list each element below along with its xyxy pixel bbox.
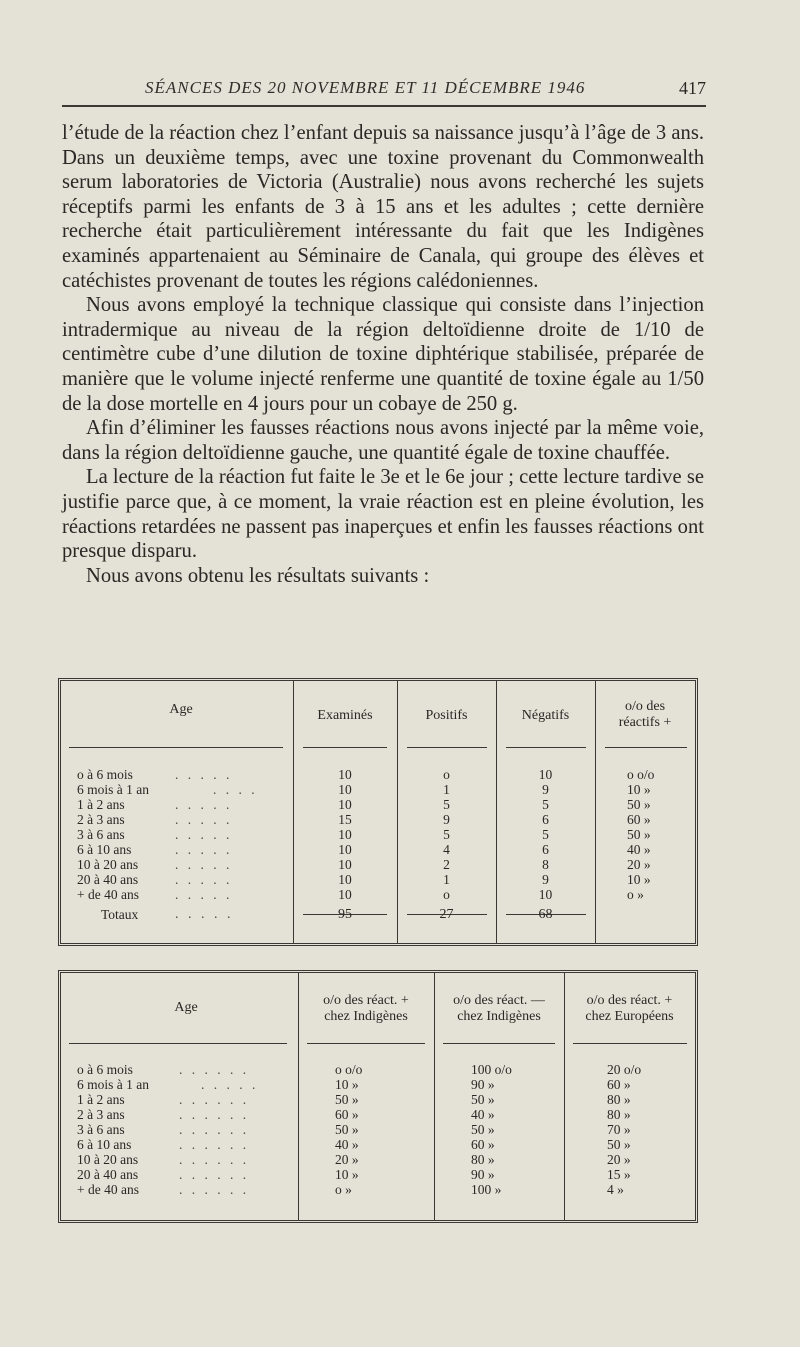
header-rule	[506, 747, 586, 748]
leader-dots: . . . . . .	[179, 1122, 250, 1137]
examined-cell: 10	[338, 767, 352, 782]
negative-cell: 5	[542, 827, 549, 842]
age-cell: 3 à 6 ans	[77, 827, 125, 842]
paragraph: La lecture de la réaction fut faite le 3e et le 6e jour ; cette lecture tardive se justifie parce que, à ce moment, la vraie réaction est en pleine évolution, les réactions retardées ne passent pas inaperçues et enfin les fausses réactions ont presque disparu.	[62, 466, 704, 563]
age-cell: 20 à 40 ans	[77, 1167, 139, 1182]
negative-total: 68	[538, 907, 553, 922]
positive-total: 27	[439, 907, 454, 922]
header-rule	[307, 1043, 425, 1044]
percent-cell: 50 »	[627, 797, 651, 812]
leader-dots: . . . . .	[175, 872, 233, 887]
pos-indigenous-cell: o o/o	[335, 1062, 363, 1077]
positive-cell: 1	[443, 872, 450, 887]
column-header-pos-european-line1: o/o des réact. +	[586, 993, 673, 1008]
column-header-age: Age	[174, 1000, 198, 1015]
column-header-examined: Examinés	[317, 708, 373, 723]
age-cell: o à 6 mois	[77, 1062, 133, 1077]
pos-indigenous-cell: 10 »	[335, 1167, 359, 1182]
age-cell: 1 à 2 ans	[77, 1092, 125, 1107]
examined-cell: 10	[338, 797, 352, 812]
percent-cell: 40 »	[627, 842, 651, 857]
header-rule	[69, 747, 283, 748]
neg-indigenous-cell: 80 »	[471, 1152, 495, 1167]
header-rule	[573, 1043, 687, 1044]
header-rule	[69, 1043, 287, 1044]
column-header-pos-indigenous-line2: chez Indigènes	[324, 1009, 408, 1024]
neg-indigenous-cell: 60 »	[471, 1137, 495, 1152]
totals-label: Totaux	[101, 907, 139, 922]
examined-cell: 10	[338, 827, 352, 842]
age-cell: 6 mois à 1 an	[77, 782, 149, 797]
leader-dots: . . . . .	[175, 812, 233, 827]
header-rule	[605, 747, 687, 748]
column-header-percent-line1: o/o des	[624, 699, 666, 714]
pos-european-cell: 50 »	[607, 1137, 631, 1152]
leader-dots: . . . . . .	[179, 1092, 250, 1107]
negative-cell: 10	[538, 887, 553, 902]
negative-cell: 10	[538, 767, 553, 782]
examined-cell: 10	[338, 782, 352, 797]
positive-cell: 1	[443, 782, 450, 797]
positive-cell: 4	[443, 842, 450, 857]
age-cell: 1 à 2 ans	[77, 797, 125, 812]
age-cell: + de 40 ans	[77, 887, 139, 902]
neg-indigenous-cell: 90 »	[471, 1077, 495, 1092]
negative-cell: 5	[542, 797, 549, 812]
column-header-positive: Positifs	[425, 708, 468, 723]
pos-indigenous-cell: 50 »	[335, 1092, 359, 1107]
pos-indigenous-cell: o »	[335, 1182, 352, 1197]
negative-cell: 8	[542, 857, 549, 872]
percent-cell: 20 »	[627, 857, 651, 872]
age-cell: 3 à 6 ans	[77, 1122, 125, 1137]
page-number: 417	[679, 78, 706, 98]
header-rule	[62, 105, 706, 107]
paragraph: l’étude de la réaction chez l’enfant depuis sa naissance jusqu’à l’âge de 3 ans. Dans un deuxième temps, avec une toxine provenant du Commonwealth serum laboratories de Victoria (Australie) nous avons recherché les sujets réceptifs parmi les enfants de 3 à 15 ans et les adultes ; cette dernière recherche était particulièrement intéressante du fait que les Indigènes examinés appartenaient au Séminaire de Canala, qui groupe des élèves et catéchistes provenant de toutes les régions calédoniennes.	[62, 122, 704, 292]
pos-european-cell: 80 »	[607, 1107, 631, 1122]
column-header-pos-european-line2: chez Européens	[585, 1009, 674, 1024]
negative-cell: 9	[542, 872, 549, 887]
positive-cell: o	[443, 887, 450, 902]
neg-indigenous-cell: 90 »	[471, 1167, 495, 1182]
age-cell: 10 à 20 ans	[77, 857, 139, 872]
pos-european-cell: 4 »	[607, 1182, 624, 1197]
examined-cell: 10	[338, 857, 352, 872]
leader-dots: . . . . .	[201, 1077, 259, 1092]
positive-cell: o	[443, 767, 450, 782]
paragraph: Nous avons obtenu les résultats suivants :	[86, 564, 430, 587]
header-rule	[407, 747, 487, 748]
percent-cell: 50 »	[627, 827, 651, 842]
leader-dots: . . . . . .	[179, 1182, 250, 1197]
pos-european-cell: 20 o/o	[607, 1062, 642, 1077]
column-header-negative: Négatifs	[521, 708, 570, 723]
examined-cell: 10	[338, 842, 352, 857]
positive-cell: 2	[443, 857, 450, 872]
leader-dots: . . . . . .	[179, 1167, 250, 1182]
percent-cell: o o/o	[627, 767, 655, 782]
pos-indigenous-cell: 40 »	[335, 1137, 359, 1152]
pos-indigenous-cell: 10 »	[335, 1077, 359, 1092]
pos-indigenous-cell: 60 »	[335, 1107, 359, 1122]
results-table	[58, 678, 698, 946]
age-cell: 6 à 10 ans	[77, 842, 132, 857]
column-header-age: Age	[169, 702, 193, 717]
pos-indigenous-cell: 50 »	[335, 1122, 359, 1137]
examined-cell: 15	[338, 812, 352, 827]
leader-dots: . . . . . .	[179, 1107, 250, 1122]
paragraph: Nous avons employé la technique classique qui consiste dans l’injection intradermique au niveau de la région deltoïdienne droite de 1/10 de centimètre cube d’une dilution de toxine diphtérique stabilisée, préparée de manière que le volume injecté renferme une quantité de toxine égale au 1/50 de la dose mortelle en 4 jours pour un cobaye de 250 g.	[62, 294, 704, 415]
running-title: SÉANCES DES 20 NOVEMBRE ET 11 DÉCEMBRE 1946	[145, 78, 586, 97]
percent-cell: o »	[627, 887, 644, 902]
leader-dots: . . . . .	[175, 842, 233, 857]
examined-total: 95	[338, 907, 352, 922]
neg-indigenous-cell: 50 »	[471, 1122, 495, 1137]
negative-cell: 6	[542, 842, 549, 857]
comparison-table	[58, 970, 698, 1223]
leader-dots: . . . . .	[175, 797, 233, 812]
column-header-neg-indigenous-line2: chez Indigènes	[457, 1009, 541, 1024]
positive-cell: 5	[443, 797, 450, 812]
pos-european-cell: 15 »	[607, 1167, 631, 1182]
leader-dots: . . . . .	[175, 907, 234, 922]
column-header-pos-indigenous-line1: o/o des réact. +	[323, 993, 409, 1008]
leader-dots: . . . . . .	[179, 1137, 250, 1152]
negative-cell: 9	[542, 782, 549, 797]
leader-dots: . . . . .	[175, 827, 233, 842]
neg-indigenous-cell: 100 »	[471, 1182, 502, 1197]
leader-dots: . . . . . .	[179, 1152, 250, 1167]
pos-european-cell: 60 »	[607, 1077, 631, 1092]
neg-indigenous-cell: 50 »	[471, 1092, 495, 1107]
header-rule	[303, 747, 387, 748]
positive-cell: 5	[443, 827, 450, 842]
age-cell: 20 à 40 ans	[77, 872, 139, 887]
leader-dots: . . . .	[213, 782, 258, 797]
age-cell: 2 à 3 ans	[77, 1107, 125, 1122]
pos-european-cell: 20 »	[607, 1152, 631, 1167]
neg-indigenous-cell: 100 o/o	[471, 1062, 512, 1077]
running-header	[60, 74, 710, 102]
examined-cell: 10	[338, 887, 352, 902]
examined-cell: 10	[338, 872, 352, 887]
header-rule	[443, 1043, 555, 1044]
age-cell: 6 mois à 1 an	[77, 1077, 149, 1092]
neg-indigenous-cell: 40 »	[471, 1107, 495, 1122]
paragraph: Afin d’éliminer les fausses réactions nous avons injecté par la même voie, dans la région deltoïdienne gauche, une quantité égale de toxine chauffée.	[62, 417, 704, 464]
leader-dots: . . . . .	[175, 857, 233, 872]
age-cell: + de 40 ans	[77, 1182, 139, 1197]
age-cell: 6 à 10 ans	[77, 1137, 132, 1152]
negative-cell: 6	[542, 812, 549, 827]
column-header-neg-indigenous-line1: o/o des réact. —	[453, 993, 545, 1008]
leader-dots: . . . . .	[175, 887, 233, 902]
pos-european-cell: 80 »	[607, 1092, 631, 1107]
age-cell: 2 à 3 ans	[77, 812, 125, 827]
pos-indigenous-cell: 20 »	[335, 1152, 359, 1167]
percent-cell: 60 »	[627, 812, 651, 827]
age-cell: o à 6 mois	[77, 767, 133, 782]
age-cell: 10 à 20 ans	[77, 1152, 139, 1167]
percent-cell: 10 »	[627, 872, 651, 887]
leader-dots: . . . . . .	[179, 1062, 250, 1077]
percent-cell: 10 »	[627, 782, 651, 797]
column-header-percent-line2: réactifs +	[618, 715, 672, 730]
leader-dots: . . . . .	[175, 767, 233, 782]
body-text	[62, 121, 704, 588]
pos-european-cell: 70 »	[607, 1122, 631, 1137]
positive-cell: 9	[443, 812, 450, 827]
